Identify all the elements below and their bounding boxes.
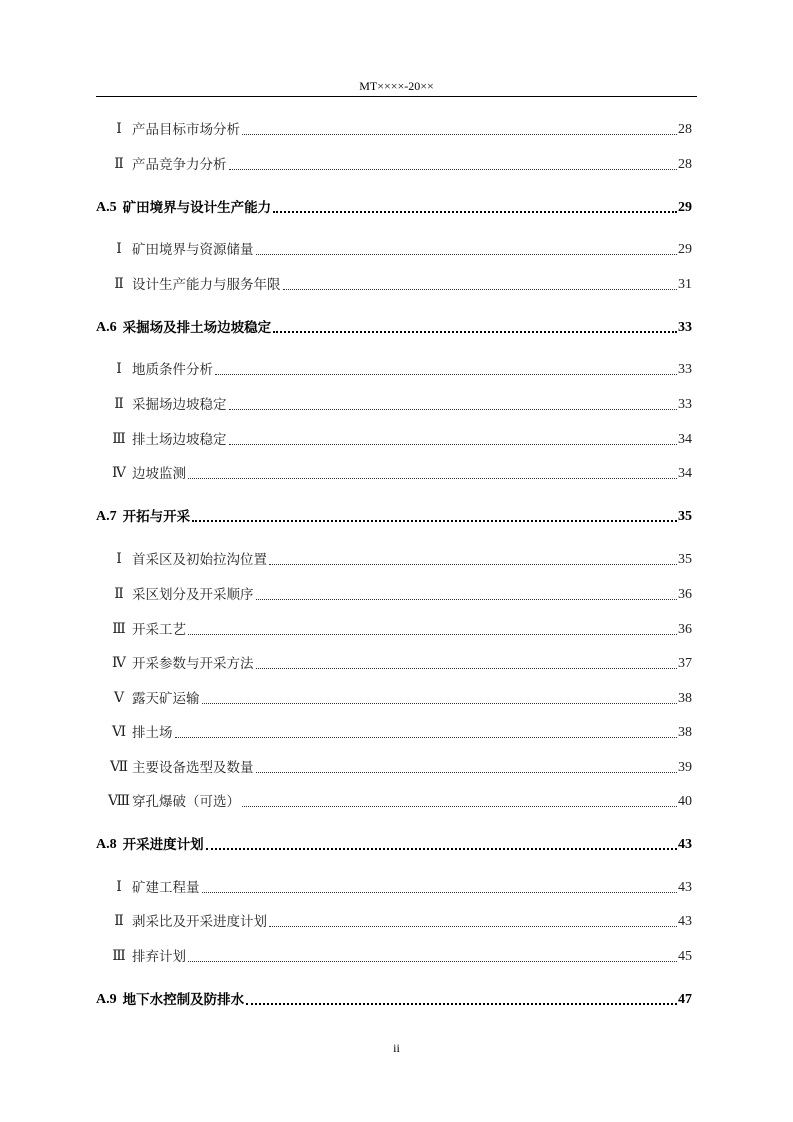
page-ref: 47 xyxy=(678,992,692,1007)
entry-title: 排土场 xyxy=(132,725,173,741)
roman-numeral: Ⅱ xyxy=(114,587,124,602)
header-rule xyxy=(96,96,697,97)
entry-title: 剥采比及开采进度计划 xyxy=(132,914,267,930)
page-ref: 35 xyxy=(678,552,692,567)
page-ref: 29 xyxy=(678,200,692,215)
section-number: A.5 xyxy=(96,200,117,215)
toc-subsection-entry[interactable] xyxy=(108,464,692,484)
section-number: A.7 xyxy=(96,509,117,524)
dot-leader xyxy=(242,806,677,807)
dot-leader xyxy=(188,478,677,479)
roman-numeral: Ⅶ xyxy=(109,760,129,775)
toc-subsection-entry[interactable] xyxy=(108,155,692,175)
dot-leader xyxy=(188,961,677,962)
toc-subsection-entry[interactable] xyxy=(108,550,692,570)
dot-leader xyxy=(229,169,678,170)
toc-section-entry[interactable] xyxy=(96,835,692,855)
page-ref: 34 xyxy=(678,466,692,481)
roman-numeral: Ⅱ xyxy=(114,397,124,412)
dot-leader xyxy=(273,331,677,333)
dot-leader xyxy=(192,520,677,522)
dot-leader xyxy=(206,848,677,850)
entry-title: 产品竞争力分析 xyxy=(132,157,227,173)
toc-section-entry[interactable] xyxy=(96,198,692,218)
page-number: ii xyxy=(393,1041,400,1055)
page-ref: 38 xyxy=(678,725,692,740)
roman-numeral: Ⅰ xyxy=(116,362,122,377)
roman-numeral: Ⅲ xyxy=(112,622,126,637)
toc-section-entry[interactable] xyxy=(96,990,692,1010)
roman-numeral: Ⅰ xyxy=(116,242,122,257)
page-ref: 35 xyxy=(678,509,692,524)
roman-numeral: Ⅰ xyxy=(116,880,122,895)
toc-subsection-entry[interactable] xyxy=(108,585,692,605)
roman-numeral: Ⅴ xyxy=(113,691,125,706)
roman-numeral: Ⅱ xyxy=(114,277,124,292)
toc-subsection-entry[interactable] xyxy=(108,689,692,709)
dot-leader xyxy=(202,892,678,893)
dot-leader xyxy=(229,409,678,410)
dot-leader xyxy=(246,1003,677,1005)
page-ref: 36 xyxy=(678,587,692,602)
dot-leader xyxy=(283,289,678,290)
dot-leader xyxy=(256,254,678,255)
roman-numeral: Ⅷ xyxy=(108,794,131,809)
dot-leader xyxy=(242,134,677,135)
entry-title: 产品目标市场分析 xyxy=(132,122,240,138)
toc-subsection-entry[interactable] xyxy=(108,620,692,640)
toc-subsection-entry[interactable] xyxy=(108,878,692,898)
page-ref: 33 xyxy=(678,362,692,377)
dot-leader xyxy=(215,374,677,375)
entry-title: 采掘场及排土场边坡稳定 xyxy=(122,320,272,336)
entry-title: 矿建工程量 xyxy=(132,880,200,896)
entry-title: 开采参数与开采方法 xyxy=(132,656,254,672)
entry-title: 开拓与开采 xyxy=(122,509,191,525)
roman-numeral: Ⅱ xyxy=(114,914,124,929)
entry-title: 排土场边坡稳定 xyxy=(132,432,227,448)
toc-section-entry[interactable] xyxy=(96,507,692,527)
toc-subsection-entry[interactable] xyxy=(108,240,692,260)
entry-title: 边坡监测 xyxy=(132,466,186,482)
entry-title: 排弃计划 xyxy=(132,949,186,965)
toc-subsection-entry[interactable] xyxy=(108,758,692,778)
dot-leader xyxy=(269,564,677,565)
dot-leader xyxy=(256,668,678,669)
dot-leader xyxy=(202,703,678,704)
toc-subsection-entry[interactable] xyxy=(108,360,692,380)
page-ref: 43 xyxy=(678,914,692,929)
toc-subsection-entry[interactable] xyxy=(108,275,692,295)
entry-title: 首采区及初始拉沟位置 xyxy=(132,552,267,568)
dot-leader xyxy=(273,211,677,213)
entry-title: 地下水控制及防排水 xyxy=(122,992,245,1008)
roman-numeral: Ⅲ xyxy=(112,432,126,447)
page-ref: 37 xyxy=(678,656,692,671)
running-header: MT××××-20×× xyxy=(359,79,434,93)
toc-subsection-entry[interactable] xyxy=(108,654,692,674)
page-ref: 34 xyxy=(678,432,692,447)
roman-numeral: Ⅳ xyxy=(112,656,126,671)
section-number: A.9 xyxy=(96,992,117,1007)
roman-numeral: Ⅱ xyxy=(114,157,124,172)
toc-subsection-entry[interactable] xyxy=(108,430,692,450)
toc-subsection-entry[interactable] xyxy=(108,947,692,967)
page-ref: 28 xyxy=(678,122,692,137)
page-ref: 40 xyxy=(678,794,692,809)
toc-subsection-entry[interactable] xyxy=(108,912,692,932)
entry-title: 设计生产能力与服务年限 xyxy=(132,277,281,293)
roman-numeral: Ⅳ xyxy=(112,466,126,481)
dot-leader xyxy=(175,737,678,738)
toc-subsection-entry[interactable] xyxy=(108,395,692,415)
section-number: A.6 xyxy=(96,320,117,335)
entry-title: 采区划分及开采顺序 xyxy=(132,587,254,603)
dot-leader xyxy=(256,599,678,600)
entry-title: 开采进度计划 xyxy=(122,837,204,853)
page-ref: 38 xyxy=(678,691,692,706)
toc-section-entry[interactable] xyxy=(96,318,692,338)
page-ref: 33 xyxy=(678,397,692,412)
dot-leader xyxy=(269,926,677,927)
dot-leader xyxy=(256,772,678,773)
roman-numeral: Ⅵ xyxy=(111,725,127,740)
entry-title: 露天矿运输 xyxy=(132,691,200,707)
page-ref: 28 xyxy=(678,157,692,172)
entry-title: 地质条件分析 xyxy=(132,362,213,378)
roman-numeral: Ⅲ xyxy=(112,949,126,964)
page-ref: 45 xyxy=(678,949,692,964)
page-ref: 43 xyxy=(678,880,692,895)
roman-numeral: Ⅰ xyxy=(116,552,122,567)
entry-title: 采掘场边坡稳定 xyxy=(132,397,227,413)
entry-title: 矿田境界与设计生产能力 xyxy=(122,200,272,216)
page-ref: 29 xyxy=(678,242,692,257)
entry-title: 主要设备选型及数量 xyxy=(132,760,254,776)
page-ref: 36 xyxy=(678,622,692,637)
page-ref: 31 xyxy=(678,277,692,292)
page-ref: 43 xyxy=(678,837,692,852)
entry-title: 开采工艺 xyxy=(132,622,186,638)
dot-leader xyxy=(229,444,678,445)
roman-numeral: Ⅰ xyxy=(116,122,122,137)
toc-subsection-entry[interactable] xyxy=(108,723,692,743)
page-ref: 39 xyxy=(678,760,692,775)
entry-title: 矿田境界与资源储量 xyxy=(132,242,254,258)
section-number: A.8 xyxy=(96,837,117,852)
dot-leader xyxy=(188,634,677,635)
entry-title: 穿孔爆破（可选） xyxy=(132,794,241,810)
toc-subsection-entry[interactable] xyxy=(108,792,692,812)
toc-subsection-entry[interactable] xyxy=(108,120,692,140)
page-ref: 33 xyxy=(678,320,692,335)
